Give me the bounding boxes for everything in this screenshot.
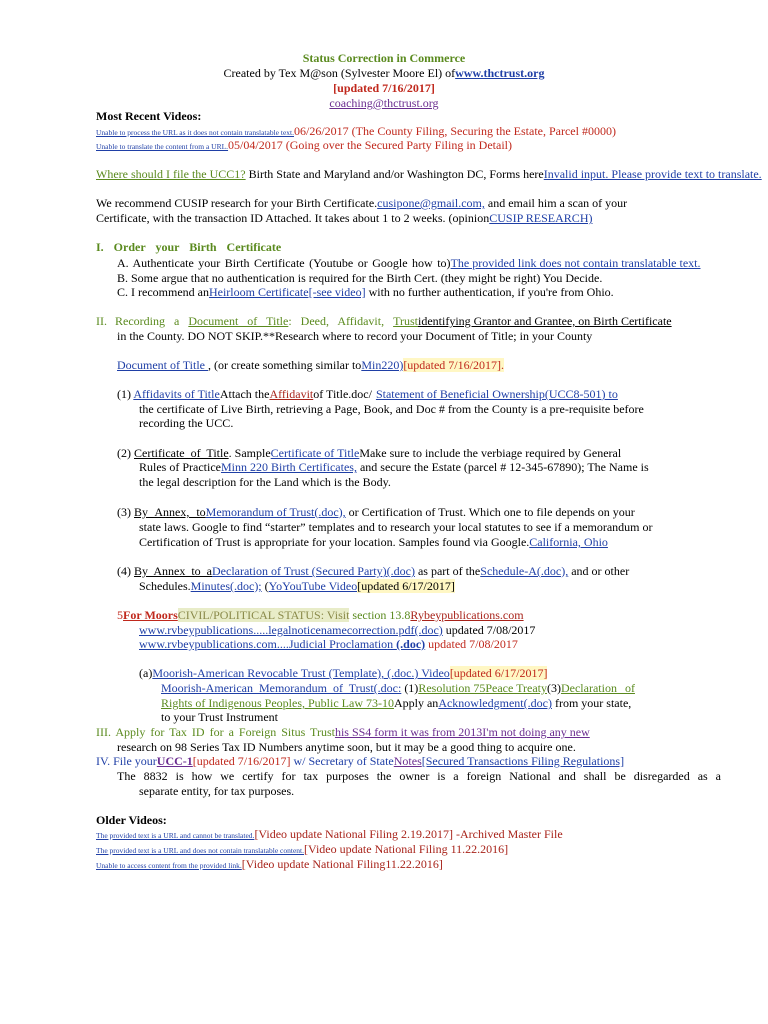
item-3-text-b: Certification of Trust is appropriate for your location. Samples found via Google.	[139, 535, 530, 549]
item-2-line-3: the legal description for the Land which is the Body.	[139, 475, 391, 489]
older-video-1-link[interactable]: The provided text is a URL and cannot be translated.	[96, 831, 255, 840]
recent-video-2-link[interactable]: Unable to translate the content from a URL.	[96, 142, 229, 151]
item-5-section: section 13.8	[349, 608, 411, 622]
item-1-text-b: of Title.doc/	[313, 387, 372, 401]
moorish-revocable-trust-link[interactable]: Moorish-American Revocable Trust (Template), (.doc.) Video	[152, 666, 450, 680]
min220-link[interactable]: Min220)	[361, 358, 404, 372]
item-2-line-1	[117, 446, 621, 461]
email-link[interactable]: coaching@thctrust.org	[329, 96, 439, 110]
declaration-rights-link[interactable]: Declaration of	[560, 681, 635, 695]
section-2-document-link[interactable]: Document of Title	[188, 314, 289, 328]
memorandum-of-trust-link[interactable]: Memorandum of Trust(.doc),	[205, 505, 346, 519]
item-1-text-a: Attach the	[219, 387, 270, 401]
cusip-text-1: We recommend CUSIP research for your Birth Certificate.	[96, 196, 378, 210]
rybey-link[interactable]: Rybeypublications.com	[410, 608, 524, 622]
section-2-updated: [updated 7/16/2017].	[403, 358, 504, 372]
item-a-text-2: (3)	[546, 681, 561, 695]
item-a-label: (a)	[139, 666, 153, 680]
older-video-2-text: [Video update National Filing 11.22.2016]	[304, 842, 509, 856]
filing-regulations-link[interactable]: [Secured Transactions Filing Regulations]	[421, 754, 625, 768]
item-a-text-4: from your state,	[551, 696, 632, 710]
section-4-text-d: w/ Secretary of State	[290, 754, 394, 768]
cusip-text-3: Certificate, with the transaction ID Attached. It takes about 1 to 2 weeks. (opinion	[96, 211, 490, 225]
older-heading: Older Videos:	[96, 813, 167, 827]
section-2-text-c: : Deed, Affidavit,	[288, 314, 394, 328]
author-text: Created by Tex M@son (Sylvester Moore El) of	[223, 66, 456, 80]
doc-title: Status Correction in Commerce	[302, 51, 466, 65]
peace-treaty-link[interactable]: Peace Treaty	[485, 681, 547, 695]
item-2-text-d: and secure the Estate (parcel # 12-345-67890); The Name is	[356, 460, 649, 474]
section-2-number: II.	[96, 314, 107, 328]
item-3-line-1	[117, 505, 635, 520]
item-a-updated: [updated 6/17/2017]	[449, 666, 548, 680]
section-4-number: IV.	[96, 754, 111, 768]
samples-link[interactable]: California, Ohio	[529, 535, 608, 549]
item-2-text-b: Make sure to include the verbiage required by General	[359, 446, 622, 460]
item-3-number: (3)	[117, 505, 134, 519]
section-4-text-a: File your	[110, 754, 157, 768]
item-4-text-c: Schedules.	[139, 579, 191, 593]
item-5-updated-2: updated 7/08/2017	[425, 637, 518, 651]
item-5-updated-1: updated 7/08/2017	[442, 623, 536, 637]
item-5-line-2	[139, 623, 535, 638]
section-1-a-text: A. Authenticate your Birth Certificate (Youtube or Google how to)	[117, 256, 451, 270]
item-1-line-1	[117, 387, 618, 402]
author-line	[0, 66, 768, 81]
item-4-updated: [updated 6/17/2017]	[357, 579, 455, 593]
cusip-research-link[interactable]: CUSIP RESEARCH)	[489, 211, 593, 225]
item-3-title: By Annex, to	[134, 505, 206, 519]
cusip-text-2: and email him a scan of your	[484, 196, 628, 210]
name-correction-link[interactable]: www.rvbeypublications.....legalnoticenamecorrection.pdf(.doc)	[139, 623, 443, 637]
item-2-number: (2)	[117, 446, 134, 460]
site-link[interactable]: www.thctrust.org	[455, 66, 545, 80]
affidavits-of-title-link[interactable]: Affidavits of Title	[133, 387, 220, 401]
where-text: Birth State and Maryland and/or Washington DC, Forms here	[245, 167, 544, 181]
item-2-text-a: . Sample	[228, 446, 271, 460]
notes-link[interactable]: Notes	[393, 754, 422, 768]
forms-link[interactable]: Invalid input. Please provide text to translate.	[543, 167, 762, 181]
section-2-line-1	[96, 314, 672, 329]
section-2-text-f: , (or create something similar to	[208, 358, 362, 372]
section-4-line-1	[96, 754, 624, 769]
moorish-memorandum-link[interactable]: Moorish-American Memorandum of Trust	[161, 681, 374, 695]
section-1-heading	[96, 240, 281, 255]
older-video-3-text: [Video update National Filing11.22.2016]	[241, 857, 443, 871]
item-4-number: (4)	[117, 564, 134, 578]
item-5-number: 5	[117, 608, 123, 622]
section-3-line-2: research on 98 Series Tax ID Numbers anytime soon, but it may be a good thing to acquire one.	[117, 740, 576, 754]
item-2-text-c: Rules of Practice	[139, 460, 221, 474]
section-3-text-b: his SS4 form it was from 2013I'm not doing any new	[334, 725, 590, 739]
declaration-of-trust-link[interactable]: Declaration of Trust (Secured Party)(.doc)	[212, 564, 415, 578]
section-1-c-text: C. I recommend an	[117, 285, 209, 299]
civil-political-status: CIVIL/POLITICAL STATUS: Visit	[177, 608, 350, 622]
item-a-text-1: (1)	[401, 681, 419, 695]
item-4-text-a: as part of the	[414, 564, 481, 578]
judicial-proclamation-doc-link[interactable]: (.doc)	[396, 637, 426, 651]
updated-note: [updated 7/16/2017]	[333, 81, 435, 95]
authenticate-link[interactable]: The provided link does not contain translatable text.	[450, 256, 701, 270]
recent-video-1-link[interactable]: Unable to process the URL as it does not contain translatable text.	[96, 128, 295, 137]
certificate-of-title-link[interactable]: Certificate of Title	[270, 446, 360, 460]
item-1-number: (1)	[117, 387, 134, 401]
section-4-line-2	[117, 769, 721, 784]
indigenous-peoples-link[interactable]: Rights of Indigenous Peoples, Public Law 73-10	[161, 696, 394, 710]
minn-220-link[interactable]: Minn 220 Birth Certificates,	[220, 460, 357, 474]
section-3-line-1	[96, 725, 590, 740]
section-1-number: I.	[96, 240, 104, 254]
item-a-line-3	[161, 696, 631, 711]
item-a-text-3: Apply an	[393, 696, 439, 710]
older-video-2-link[interactable]: The provided text is a URL and does not contain translatable content.	[96, 846, 304, 855]
section-2-trust-link[interactable]: Trust	[393, 314, 419, 328]
where-to-file	[96, 167, 762, 182]
item-a-line-4: to your Trust Instrument	[161, 710, 279, 724]
item-4-text-b: and or other	[568, 564, 630, 578]
section-4-line-3: separate entity, for tax purposes.	[139, 784, 295, 798]
section-1-c-rest: with no further authentication, if you're from Ohio.	[365, 285, 614, 299]
item-5-line-3	[139, 637, 518, 652]
section-2-line-3	[117, 358, 504, 373]
section-1-title: Order your Birth Certificate	[113, 240, 282, 254]
affidavit-link[interactable]: Affidavit	[269, 387, 314, 401]
recent-video-2	[96, 138, 512, 155]
schedule-a-link[interactable]: Schedule-A(.doc),	[480, 564, 569, 578]
resolution-75-link[interactable]: Resolution 75	[418, 681, 486, 695]
ucc-1-link[interactable]: UCC-1	[156, 754, 193, 768]
item-a-line-2	[161, 681, 635, 696]
item-4-line-2	[139, 579, 455, 594]
section-3-number: III.	[96, 725, 111, 739]
older-video-1-text: [Video update National Filing 2.19.2017] -Archived Master File	[254, 827, 563, 841]
recent-video-2-text: 05/04/2017 (Going over the Secured Party Filing in Detail)	[228, 138, 512, 152]
item-3-text-a: or Certification of Trust. Which one to file depends on your	[345, 505, 635, 519]
section-1-a	[117, 256, 701, 271]
judicial-proclamation-link[interactable]: www.rvbeypublications.com....Judicial Proclamation	[139, 637, 397, 651]
item-1-line-2: the certificate of Live Birth, retrieving a Page, Book, and Doc # from the County is a pre-requisite before	[139, 402, 644, 416]
section-4-updated: [updated 7/16/2017]	[192, 754, 291, 768]
section-2-text-e: identifying Grantor and Grantee, on Birth Certificate	[418, 314, 672, 328]
recent-heading: Most Recent Videos:	[96, 109, 202, 123]
item-4-title: By Annex to a	[134, 564, 212, 578]
recent-video-1-text: 06/26/2017 (The County Filing, Securing the Estate, Parcel #0000)	[294, 124, 616, 138]
youtube-video-link[interactable]: YoYouTube Video	[268, 579, 358, 593]
cusip-email-link[interactable]: cusipone@gmail.com,	[377, 196, 485, 210]
heirloom-link[interactable]: Heirloom Certificate[-see video]	[208, 285, 366, 299]
beneficial-ownership-link[interactable]: Statement of Beneficial Ownership(UCC8-501) to	[375, 387, 618, 401]
cusip-line-1	[96, 196, 627, 211]
item-a-line-1	[139, 666, 547, 681]
moorish-memorandum-doc-link[interactable]: (.doc:	[373, 681, 402, 695]
item-4-text-d: (	[261, 579, 269, 593]
item-2-title: Certificate of Title	[134, 446, 229, 460]
section-1-c	[117, 285, 614, 300]
section-2-line-2: in the County. DO NOT SKIP.**Research where to record your Document of Title; in your County	[117, 329, 593, 343]
item-5-line-1	[117, 608, 524, 623]
where-question: Where should I file the UCC1?	[96, 167, 246, 181]
item-4-line-1	[117, 564, 629, 579]
section-3-text-a: Apply for Tax ID for a Foreign Situs Trust	[111, 725, 335, 739]
for-moors-link[interactable]: For Moors	[123, 608, 178, 622]
section-2-text-a: Recording a	[115, 314, 189, 328]
item-1-line-3: recording the UCC.	[139, 416, 234, 430]
older-video-3	[96, 857, 443, 874]
older-video-3-link[interactable]: Unable to access content from the provided link.	[96, 861, 242, 870]
acknowledgment-link[interactable]: Acknowledgment(.doc)	[438, 696, 552, 710]
item-2-line-2	[139, 460, 649, 475]
section-4-text-l2: The 8832 is how we certify for tax purposes the owner is a foreign National and shall be disregarded as a	[117, 769, 721, 783]
cusip-line-2	[96, 211, 592, 226]
minutes-link[interactable]: Minutes(.doc);	[190, 579, 262, 593]
item-3-line-2: state laws. Google to find “starter” templates and to research your local statutes to see if a memorandum or	[139, 520, 653, 534]
item-3-line-3	[139, 535, 608, 550]
section-1-b: B. Some argue that no authentication is required for the Birth Cert. (they might be right) You Decide.	[117, 271, 603, 285]
document-of-title-link[interactable]: Document of Title	[117, 358, 209, 372]
